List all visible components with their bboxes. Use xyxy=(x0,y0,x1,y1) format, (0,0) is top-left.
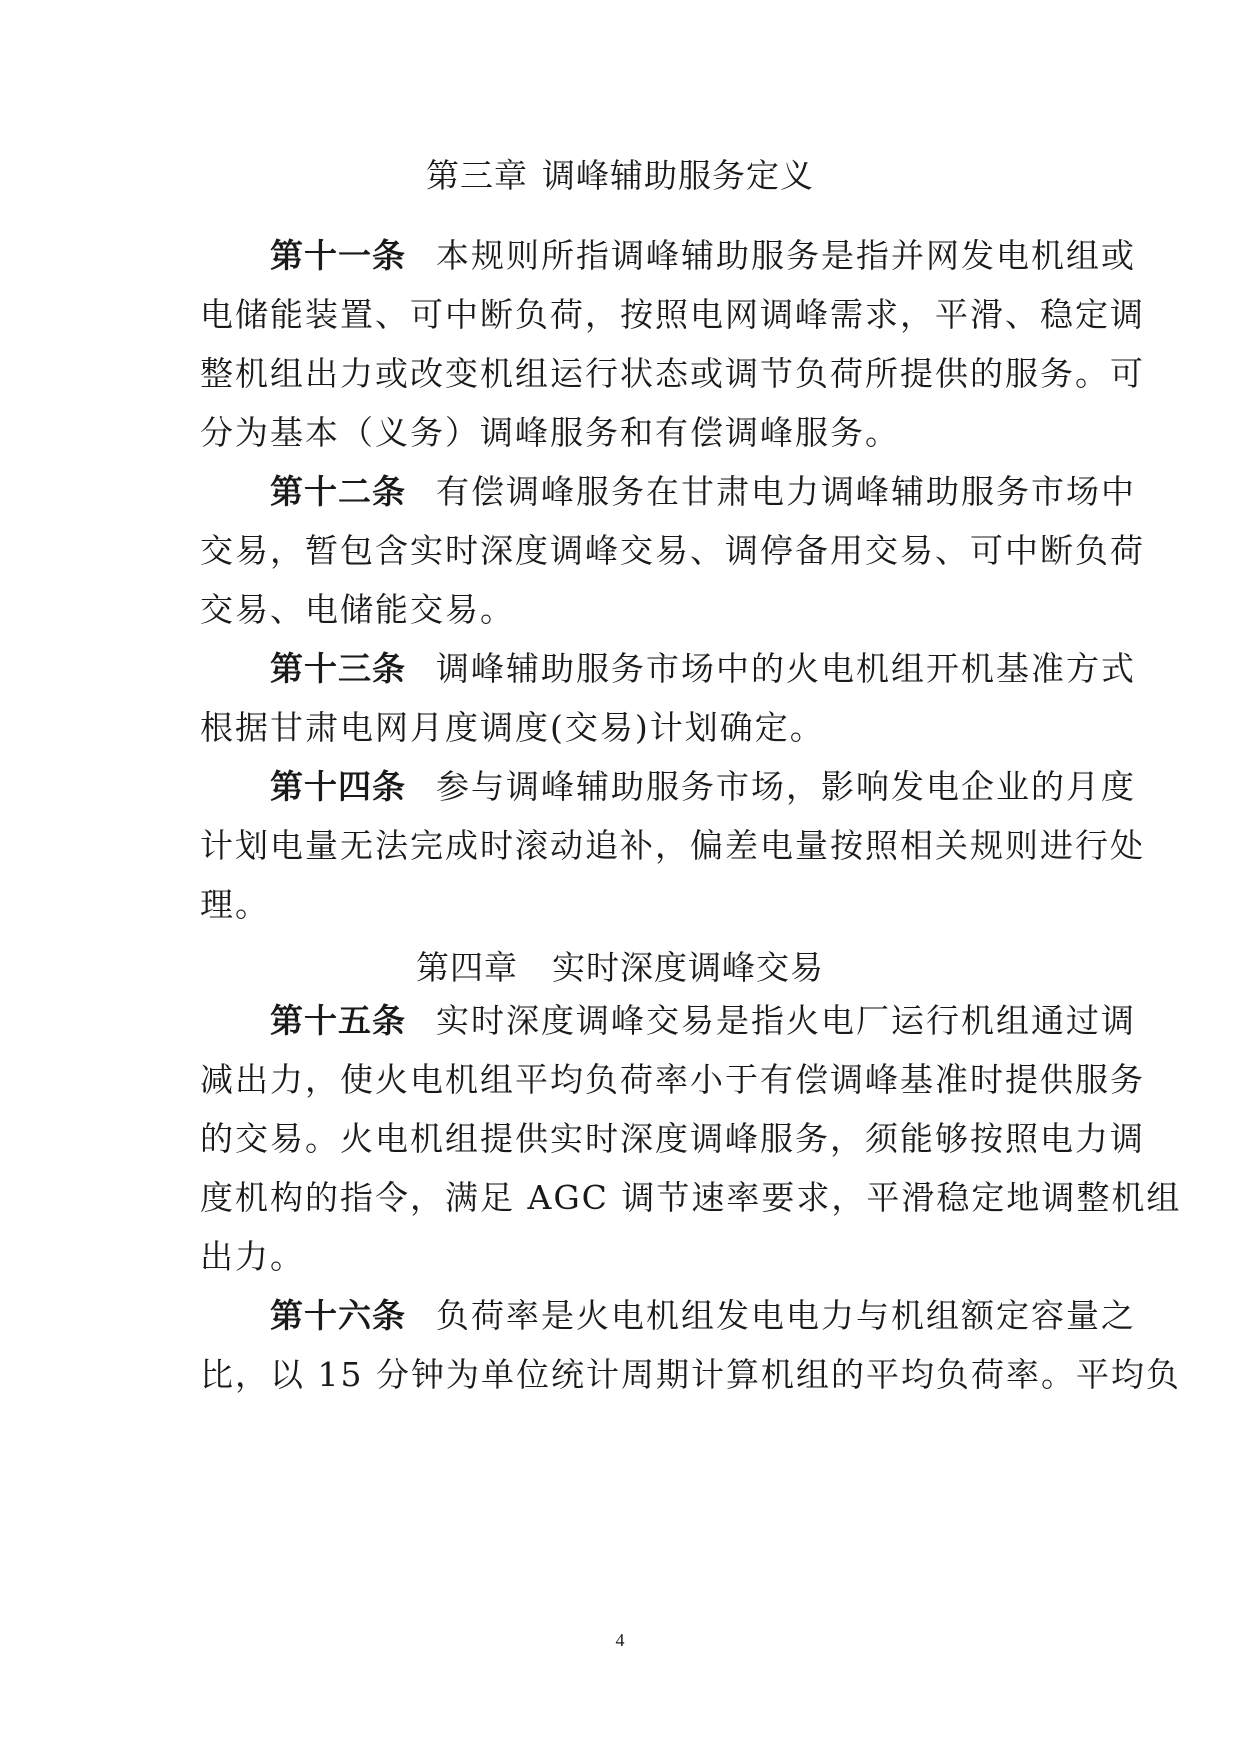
chapter-3-number: 第三章 xyxy=(426,156,528,195)
article-12-line-2: 交易，暂包含实时深度调峰交易、调停备用交易、可中断负荷 xyxy=(200,531,1145,570)
article-16-line-2: 比，以 15 分钟为单位统计周期计算机组的平均负荷率。平均负 xyxy=(200,1355,1181,1394)
article-12-label: 第十二条 xyxy=(270,472,406,511)
article-11-line-1 xyxy=(270,236,1136,276)
article-15-line-4: 度机构的指令，满足 AGC 调节速率要求，平滑稳定地调整机组 xyxy=(200,1178,1182,1217)
article-15-label: 第十五条 xyxy=(270,1001,406,1040)
page-number: 4 xyxy=(615,1630,625,1650)
article-11-line-2: 电储能装置、可中断负荷，按照电网调峰需求，平滑、稳定调 xyxy=(200,295,1145,334)
article-13-label: 第十三条 xyxy=(270,649,406,688)
article-13-text-1: 调峰辅助服务市场中的火电机组开机基准方式 xyxy=(436,649,1136,688)
article-11-text-1: 本规则所指调峰辅助服务是指并网发电机组或 xyxy=(436,236,1136,275)
article-12-line-3: 交易、电储能交易。 xyxy=(200,590,515,629)
chapter-4-heading xyxy=(0,942,1240,989)
article-16-line-1 xyxy=(270,1296,1136,1336)
article-14-line-2: 计划电量无法完成时滚动追补，偏差电量按照相关规则进行处 xyxy=(200,826,1145,865)
article-14-line-1 xyxy=(270,767,1136,807)
chapter-3-heading xyxy=(0,150,1240,197)
chapter-4-title: 实时深度调峰交易 xyxy=(552,948,824,987)
article-14-label: 第十四条 xyxy=(270,767,406,806)
chapter-3-title: 调峰辅助服务定义 xyxy=(542,156,814,195)
article-11-line-4: 分为基本（义务）调峰服务和有偿调峰服务。 xyxy=(200,413,900,452)
article-15-line-1 xyxy=(270,1001,1136,1041)
article-13-line-1 xyxy=(270,649,1136,689)
article-16-text-1: 负荷率是火电机组发电电力与机组额定容量之 xyxy=(436,1296,1136,1335)
article-11-label: 第十一条 xyxy=(270,236,406,275)
article-12-text-1: 有偿调峰服务在甘肃电力调峰辅助服务市场中 xyxy=(436,472,1136,511)
article-11-line-3: 整机组出力或改变机组运行状态或调节负荷所提供的服务。可 xyxy=(200,354,1145,393)
article-13-line-2: 根据甘肃电网月度调度(交易)计划确定。 xyxy=(200,708,825,747)
article-14-line-3: 理。 xyxy=(200,885,270,924)
article-15-line-2: 减出力，使火电机组平均负荷率小于有偿调峰基准时提供服务 xyxy=(200,1060,1145,1099)
article-15-line-3: 的交易。火电机组提供实时深度调峰服务，须能够按照电力调 xyxy=(200,1119,1145,1158)
article-12-line-1 xyxy=(270,472,1136,512)
chapter-4-number: 第四章 xyxy=(416,948,518,987)
article-15-text-1: 实时深度调峰交易是指火电厂运行机组通过调 xyxy=(436,1001,1136,1040)
article-16-label: 第十六条 xyxy=(270,1296,406,1335)
article-14-text-1: 参与调峰辅助服务市场，影响发电企业的月度 xyxy=(436,767,1136,806)
article-15-line-5: 出力。 xyxy=(200,1237,305,1276)
